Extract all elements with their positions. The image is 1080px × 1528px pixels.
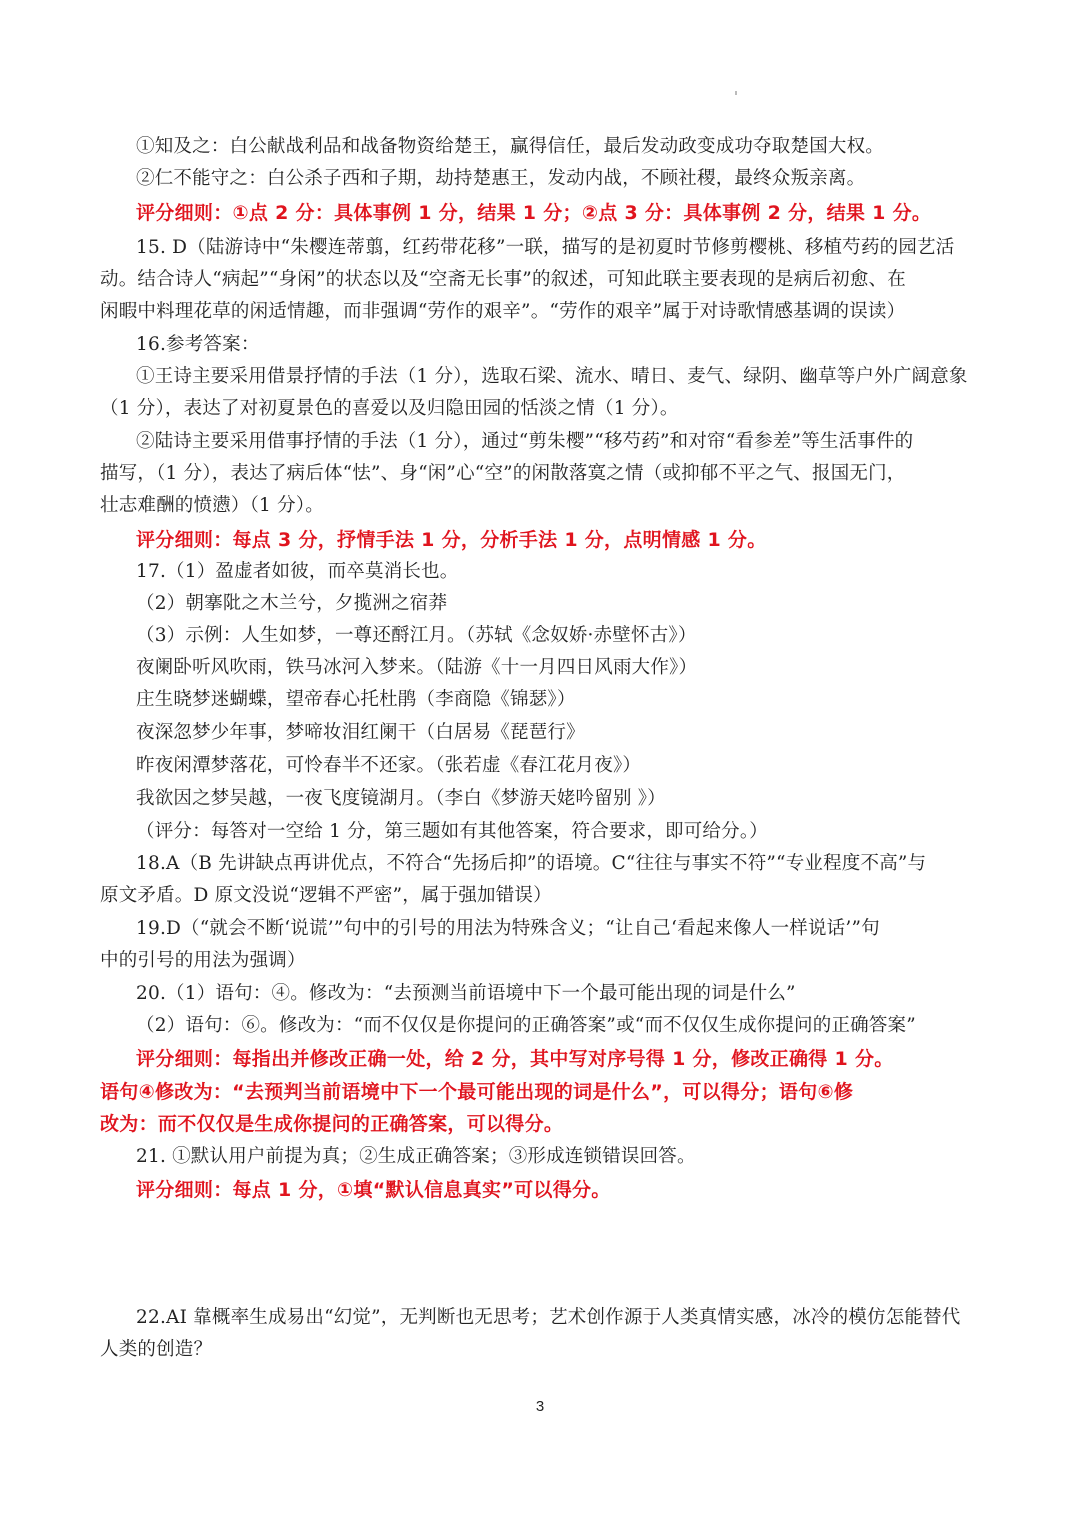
answer-text-line: 21. ①默认用户前提为真；②生成正确答案；③形成连锁错误回答。 [136, 1146, 696, 1167]
answer-text-line: （评分：每答对一空给 1 分，第三题如有其他答案，符合要求，即可给分。） [136, 821, 768, 842]
answer-text-line: 我欲因之梦吴越，一夜飞度镜湖月。（李白《梦游天姥吟留别 》） [136, 788, 666, 809]
page-number: 3 [535, 1398, 545, 1415]
answer-text-line: ①知及之：白公献战利品和战备物资给楚王，赢得信任，最后发动政变成功夺取楚国大权。 [136, 136, 885, 157]
answer-text-line: 15. D（陆游诗中“朱樱连蒂翦，红药带花移”一联，描写的是初夏时节修剪樱桃、移植芍药的园艺活 [136, 237, 955, 258]
answer-text-line: 中的引号的用法为强调） [100, 950, 306, 971]
scoring-rubric-line: 评分细则：①点 2 分：具体事例 1 分，结果 1 分；②点 3 分：具体事例 2 分，结果 1 分。 [136, 202, 932, 224]
answer-text-line: 夜阑卧听风吹雨，铁马冰河入梦来。（陆游《十一月四日风雨大作》） [136, 657, 698, 678]
answer-text-line: 壮志难酬的愤懑）（1 分）。 [100, 495, 324, 516]
answer-text-line: 庄生晓梦迷蝴蝶，望帝春心托杜鹃（李商隐《锦瑟》） [136, 689, 576, 710]
answer-text-line: 人类的创造？ [100, 1339, 213, 1360]
scoring-rubric-line: 语句④修改为：“去预判当前语境中下一个最可能出现的词是什么”，可以得分；语句⑥修 [100, 1081, 854, 1103]
answer-text-line: （1 分），表达了对初夏景色的喜爱以及归隐田园的恬淡之情（1 分）。 [100, 398, 679, 419]
answer-text-line: 20.（1）语句：④。修改为：“去预测当前语境中下一个最可能出现的词是什么” [136, 983, 796, 1004]
answer-text-line: （2）朝搴阰之木兰兮，夕揽洲之宿莽 [136, 593, 448, 614]
scan-artifact-mark [735, 91, 737, 95]
answer-text-line: 原文矛盾。D 原文没说“逻辑不严密”，属于强加错误） [100, 885, 552, 906]
answer-text-line: （3）示例：人生如梦，一尊还酹江月。（苏轼《念奴娇·赤壁怀古》） [136, 625, 697, 646]
scoring-rubric-line: 评分细则：每点 3 分，抒情手法 1 分，分析手法 1 分，点明情感 1 分。 [136, 529, 767, 551]
answer-text-line: （2）语句：⑥。修改为：“而不仅仅是你提问的正确答案”或“而不仅仅生成你提问的正确答案” [136, 1015, 916, 1036]
answer-text-line: 18.A（B 先讲缺点再讲优点，不符合“先扬后抑”的语境。C“往往与事实不符”“专业程度不高”与 [136, 853, 927, 874]
answer-text-line: 22.AI 靠概率生成易出“幻觉”，无判断也无思考；艺术创作源于人类真情实感，冰冷的模仿怎能替代 [136, 1307, 961, 1328]
answer-text-line: ①王诗主要采用借景抒情的手法（1 分），选取石梁、流水、晴日、麦气、绿阴、幽草等户外广阔意象 [136, 366, 968, 387]
scoring-rubric-line: 评分细则：每指出并修改正确一处，给 2 分，其中写对序号得 1 分，修改正确得 1 分。 [136, 1048, 894, 1070]
answer-text-line: 闲暇中料理花草的闲适情趣，而非强调“劳作的艰辛”。“劳作的艰辛”属于对诗歌情感基调的误读） [100, 301, 906, 322]
answer-text-line: 19.D（“就会不断‘说谎’”句中的引号的用法为特殊含义；“让自己‘看起来像人一样说话’”句 [136, 918, 880, 939]
answer-text-line: ②陆诗主要采用借事抒情的手法（1 分），通过“剪朱樱”“移芍药”和对帘“看参差”等生活事件的 [136, 431, 914, 452]
answer-text-line: 动。结合诗人“病起”“身闲”的状态以及“空斋无长事”的叙述，可知此联主要表现的是病后初愈、在 [100, 269, 906, 290]
answer-text-line: 17.（1）盈虚者如彼，而卒莫消长也。 [136, 561, 459, 582]
answer-text-line: 描写，（1 分），表达了病后体“怯”、身“闲”心“空”的闲散落寞之情（或抑郁不平之气、报国无门， [100, 463, 906, 484]
answer-text-line: 昨夜闲潭梦落花，可怜春半不还家。（张若虚《春江花月夜》） [136, 755, 642, 776]
answer-text-line: 16.参考答案： [136, 334, 260, 355]
answer-text-line: ②仁不能守之：白公杀子西和子期，劫持楚惠王，发动内战，不顾社稷，最终众叛亲离。 [136, 168, 866, 189]
scoring-rubric-line: 改为：而不仅仅是生成你提问的正确答案，可以得分。 [100, 1113, 564, 1135]
answer-text-line: 夜深忽梦少年事，梦啼妆泪红阑干（白居易《琵琶行》 [136, 722, 585, 743]
scoring-rubric-line: 评分细则：每点 1 分，①填“默认信息真实”可以得分。 [136, 1179, 611, 1201]
